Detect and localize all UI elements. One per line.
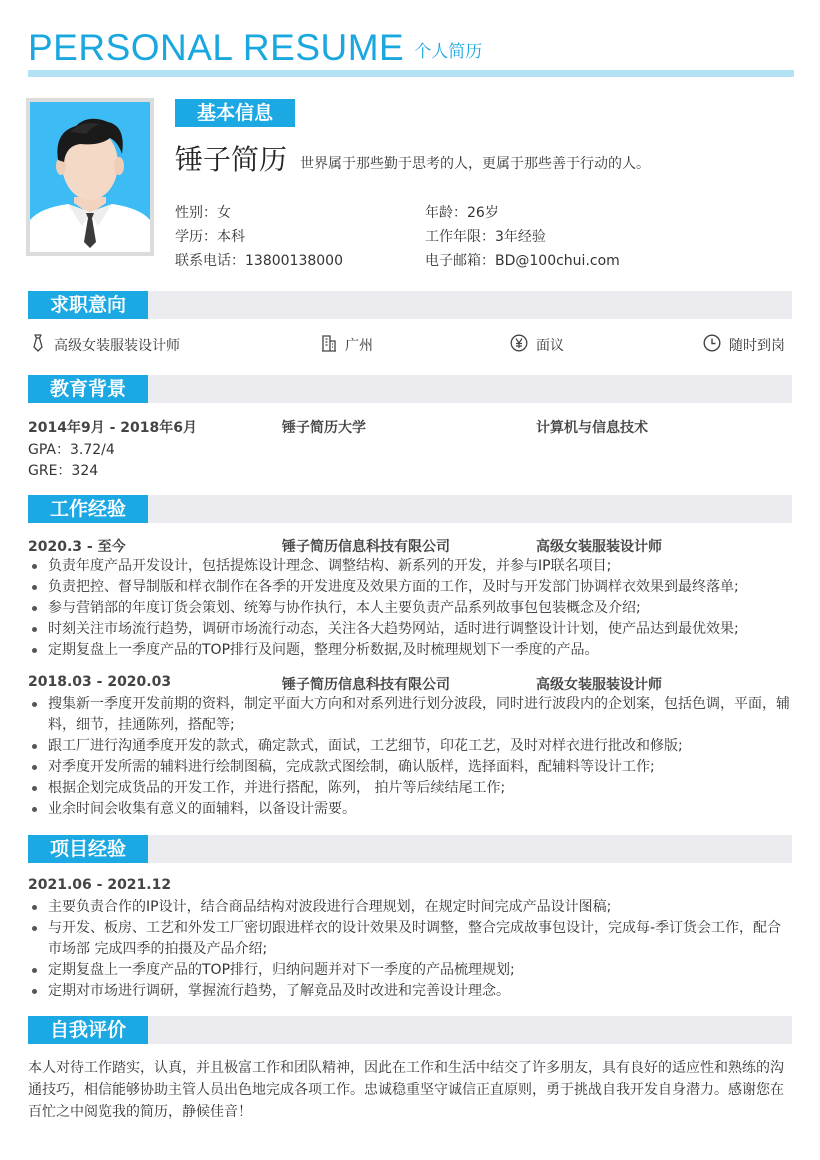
- section-tag-intent: 求职意向: [28, 291, 148, 319]
- email: 电子邮箱：BD@100chui.com: [425, 253, 620, 269]
- list-item: 时刻关注市场流行趋势，调研市场流行动态，关注各大趋势网站，适时进行调整设计计划，使产品达到最优效果;: [28, 619, 794, 640]
- education-gpa: GPA：3.72/4: [28, 442, 115, 458]
- avatar: [26, 98, 154, 256]
- section-bar-work: [28, 495, 792, 523]
- list-item: 负责年度产品开发设计，包括提炼设计理念、调整结构、新系列的开发，并参与IP联名项目;: [28, 556, 794, 577]
- project-period: 2021.06 - 2021.12: [28, 877, 172, 893]
- intent-position-label: 高级女装服装设计师: [54, 338, 180, 354]
- intent-availability: [703, 334, 785, 356]
- intent-city-label: 广州: [345, 338, 373, 354]
- list-item: 定期复盘上一季度产品的TOP排行及问题，整理分析数据,及时梳理规划下一季度的产品。: [28, 640, 794, 661]
- section-bar-education: [28, 375, 792, 403]
- list-item: 定期复盘上一季度产品的TOP排行，归纳问题并对下一季度的产品梳理规划;: [28, 960, 794, 981]
- section-bar-self: [28, 1016, 792, 1044]
- list-item: 根据企划完成货品的开发工作，并进行搭配，陈列， 拍片等后续结尾工作;: [28, 778, 794, 799]
- section-bar-intent: [28, 291, 792, 319]
- intent-availability-label: 随时到岗: [729, 338, 785, 354]
- section-bar-project: [28, 835, 792, 863]
- intent-salary: [510, 334, 564, 356]
- list-item: 定期对市场进行调研，掌握流行趋势，了解竟品及时改进和完善设计理念。: [28, 981, 794, 1002]
- job-period: 2020.3 - 至今: [28, 539, 126, 555]
- job-title: 高级女装服装设计师: [536, 539, 662, 555]
- job-title: 高级女装服装设计师: [536, 677, 662, 693]
- education-school: 锤子简历大学: [282, 420, 366, 436]
- clock-icon: [703, 334, 729, 356]
- section-tag-self: 自我评价: [28, 1016, 148, 1044]
- list-item: 参与营销部的年度订货会策划、统筹与协作执行，本人主要负责产品系列故事包包装概念及介绍;: [28, 598, 794, 619]
- list-item: 负责把控、督导制版和样衣制作在各季的开发进度及效果方面的工作，及时与开发部门协调样衣效果到最终落单;: [28, 577, 794, 598]
- list-item: 与开发、板房、工艺和外发工厂密切跟进样衣的设计效果及时调整，整合完成故事包设计，完成每-季订货会工作，配合市场部 完成四季的拍摄及产品介绍;: [28, 918, 794, 960]
- gender: 性别：女: [175, 205, 231, 221]
- header-divider: [28, 70, 794, 77]
- education-period: 2014年9月 - 2018年6月: [28, 420, 197, 436]
- title-en: PERSONAL RESUME: [28, 27, 405, 68]
- job-company: 锤子简历信息科技有限公司: [282, 677, 450, 693]
- education-level: 学历：本科: [175, 229, 245, 245]
- resume-header: [28, 24, 482, 68]
- phone: 联系电话：13800138000: [175, 253, 343, 269]
- intent-position: [30, 334, 180, 356]
- section-tag-education: 教育背景: [28, 375, 148, 403]
- intent-city: [321, 334, 373, 356]
- self-evaluation-text: 本人对待工作踏实，认真，并且极富工作和团队精神，因此在工作和生活中结交了许多朋友，具有良好的适应性和熟练的沟通技巧，相信能够协助主管人员出色地完成各项工作。忠诚稳重坚守诚信正直原则，勇于挑战自我开发自身潜力。感谢您在百忙之中阅览我的简历，静候佳音！: [28, 1060, 784, 1120]
- job-period: 2018.03 - 2020.03: [28, 674, 172, 690]
- tie-icon: [30, 334, 54, 356]
- job-bullets: [28, 694, 794, 820]
- motto: 世界属于那些勤于思考的人，更属于那些善于行动的人。: [300, 156, 650, 172]
- age: 年龄：26岁: [425, 205, 499, 221]
- education-gre: GRE：324: [28, 463, 99, 479]
- list-item: 跟工厂进行沟通季度开发的款式，确定款式，面试，工艺细节，印花工艺，及时对样衣进行批改和修版;: [28, 736, 794, 757]
- intent-salary-label: 面议: [536, 338, 564, 354]
- candidate-name: 锤子简历: [175, 143, 288, 176]
- list-item: 对季度开发所需的辅料进行绘制图稿，完成款式图绘制，确认版样，选择面料，配辅料等设计工作;: [28, 757, 794, 778]
- title-cn: 个人简历: [414, 42, 483, 62]
- list-item: 业余时间会收集有意义的面辅料，以备设计需要。: [28, 799, 794, 820]
- section-tag-basic: 基本信息: [175, 99, 295, 127]
- list-item: 主要负责合作的IP设计，结合商品结构对波段进行合理规划，在规定时间完成产品设计图稿;: [28, 897, 794, 918]
- yen-icon: [510, 334, 536, 356]
- job-company: 锤子简历信息科技有限公司: [282, 539, 450, 555]
- project-bullets: [28, 897, 794, 1002]
- section-tag-project: 项目经验: [28, 835, 148, 863]
- list-item: 搜集新一季度开发前期的资料，制定平面大方向和对系列进行划分波段，同时进行波段内的企划案，包括色调，平面，辅料，细节，挂通陈列，搭配等;: [28, 694, 794, 736]
- work-years: 工作年限：3年经验: [425, 229, 546, 245]
- education-major: 计算机与信息技术: [536, 420, 648, 436]
- building-icon: [321, 334, 345, 356]
- section-tag-work: 工作经验: [28, 495, 148, 523]
- job-bullets: [28, 556, 794, 661]
